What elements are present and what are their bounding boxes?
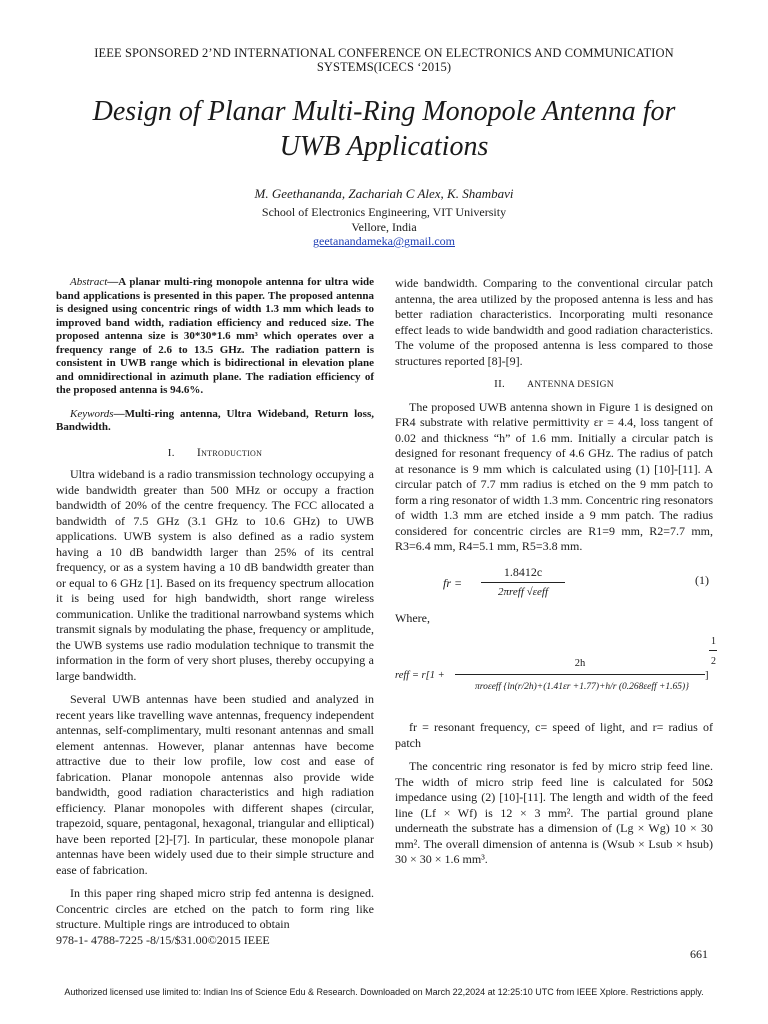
keywords	[56, 408, 374, 435]
eq1-numerator: 1.8412c	[503, 564, 543, 579]
page-number: 661	[690, 947, 708, 961]
conference-line-2: SYSTEMS(ICECS ‘2015)	[316, 60, 452, 74]
intro-paragraph-2: Several UWB antennas have been studied and analyzed in recent years like travelling wave antennas, frequency independent antennas, self-complimentary, multi resonant antennas and small element antennas. However, planar antennas have become attractive due to their low profile, low cost and ease of fabrication. Planar monopole antennas also provide wide bandwidth, good radiation characteristics and high radiation efficiency. Planar monopoles with different shapes (circular, trapezoid, square, pentagonal, hexagonal, triangular and elliptical) have been reported [2]-[7]. In particular, these monopole planar antennas have been widely used due to their simple structure and ease of fabrication.	[56, 692, 374, 877]
keywords-text: —Multi-ring antenna, Ultra Wideband, Return loss, Bandwidth.	[56, 407, 374, 433]
design-paragraph-1: The proposed UWB antenna shown in Figure 1 is designed on FR4 substrate with relative permittivity εr = 4.4, loss tangent of 0.02 and thickness “h” of 1.6 mm. Initially a circular patch is designed for resonant frequency of 4.6 GHz. The radius of patch at resonance is 9 mm which is calculated using (1) [10]-[11]. A circular patch of 7.7 mm radius is etched on the 9 mm patch to form a ring resonator of width 1.3 mm. Concentric ring resonators of width 1.3 mm are etched inside a 9 mm patch. The radius considered for concentric circles are R1=9 mm, R2=7.7 mm, R3=6.4 mm, R4=5.1 mm, R5=3.8 mm.	[395, 399, 713, 553]
right-paragraph-0: wide bandwidth. Comparing to the conventional circular patch antenna, the area utilized by the proposed antenna is less and has better radiation characteristics. Incorporating multi resonance effect leads to wide bandwidth and good radiation characteristics. The volume of the proposed antenna is less compared to those structures reported [8]-[9].	[395, 276, 713, 368]
authorized-use-notice: Authorized licensed use limited to: Indian Ins of Science Edu & Research. Downloaded on March 22,2024 at 12:25:10 UTC from IEEE Xplore. Restrictions apply.	[64, 987, 704, 997]
email-link[interactable]: geetanandameka@gmail.com	[313, 234, 455, 248]
design-paragraph-2: fr = resonant frequency, c= speed of light, and r= radius of patch	[395, 720, 713, 750]
title-line-2: UWB Applications	[279, 131, 489, 162]
footer-isbn: 978-1- 4788-7225 -8/15/$31.00©2015 IEEE	[56, 933, 270, 947]
right-column	[395, 276, 716, 876]
keywords-label: Keywords	[70, 407, 114, 420]
left-column	[56, 276, 374, 941]
eq2-numerator: 2h	[574, 658, 586, 669]
where-text: Where,	[395, 610, 430, 625]
section-title: ANTENNA DESIGN	[527, 380, 614, 390]
eq2-fraction-bar	[455, 674, 705, 675]
eq1-lhs: fr =	[443, 575, 463, 590]
affiliation: School of Electronics Engineering, VIT University	[261, 205, 507, 219]
equation-1	[395, 565, 713, 605]
intro-paragraph-1: Ultra wideband is a radio transmission technology occupying a wide bandwidth greater than 500 MHz or occupy a fraction bandwidth of 20% of the centre frequency. The FCC allocated a bandwidth of 7.5 GHz (3.1 GHz to 10.6 GHz) to UWB applications. UWB system is also defined as a radio system having a 10 dB bandwidth larger than 25% of its central frequency, or as a system having a 10 dB bandwidth greater than or equal to 6 GHz [1]. Based on its frequency spectrum allocation it is being used for high bandwidth, short range wireless communication. Unlike the traditional narrowband systems which transmit signals by modulating the phase, frequency or amplitude, the UWB systems use radio modulation technique to transmit the information in the form of very short pluses, thereby occupying a large bandwidth.	[56, 467, 374, 683]
location: Vellore, India	[351, 219, 417, 234]
conference-header	[40, 46, 728, 74]
equation-2	[395, 634, 716, 712]
eq2-lhs: reff = r[1 +	[395, 670, 445, 681]
abstract	[56, 276, 374, 398]
eq2-bracket: ]	[705, 670, 709, 681]
eq1-fraction-bar	[481, 582, 565, 583]
paper-title	[30, 94, 738, 164]
abstract-label: Abstract	[70, 276, 108, 288]
affiliation-block	[40, 205, 728, 249]
intro-paragraph-3: In this paper ring shaped micro strip fed antenna is designed. Concentric circles are etched on the patch to form ring like structure. Multiple rings are introduced to obtain	[56, 886, 374, 931]
section-heading-introduction	[56, 445, 374, 462]
section-heading-antenna-design	[395, 377, 713, 394]
section-number: I.	[167, 446, 175, 459]
eq2-denominator: πroεeff {ln(r/2h)+(1.41εr +1.77)+h/r (0.268εeff +1.65)}	[474, 682, 690, 692]
abstract-text: —A planar multi-ring monopole antenna for ultra wide band applications is presented in this paper. The proposed antenna is designed using concentric rings of width 1.3 mm which leads to improved band width, radiation efficiency and reduced size. The proposed antenna size is 30*30*1.6 mm³ which operates over a frequency range of 2.6 to 13.5 GHz. The radiation pattern is consistent in UWB range which is bidirectional in elevation plane and omnidirectional in azimuth plane. The radiation efficiency of the proposed antenna is 94.6%.	[56, 276, 374, 396]
conference-line-1: IEEE SPONSORED 2’ND INTERNATIONAL CONFERENCE ON ELECTRONICS AND COMMUNICATION	[94, 46, 674, 60]
section-number: II.	[494, 378, 506, 390]
title-line-1: Design of Planar Multi-Ring Monopole Antenna for	[92, 96, 676, 127]
design-paragraph-3: The concentric ring resonator is fed by micro strip feed line. The width of micro strip feed line is calculated for 50Ω impedance using (2) [10]-[11]. The length and width of the feed line (Lf × Wf) is 12 × 3 mm². The partial ground plane underneath the substrate has a dimension of (Lg × Wg) 10 × 30 mm². The overall dimension of antenna is (Wsub × Lsub × hsub) 30 × 30 × 1.6 mm³.	[395, 759, 713, 866]
eq2-exp-numerator: 1	[711, 636, 716, 647]
eq2-exp-bar	[709, 650, 717, 651]
eq1-denominator: 2πreff √εeff	[498, 585, 548, 598]
authors: M. Geethananda, Zachariah C Alex, K. Shambavi	[254, 186, 514, 201]
eq1-label: (1)	[695, 572, 709, 587]
section-title: Introduction	[196, 444, 263, 459]
eq2-exp-denominator: 2	[711, 656, 716, 667]
